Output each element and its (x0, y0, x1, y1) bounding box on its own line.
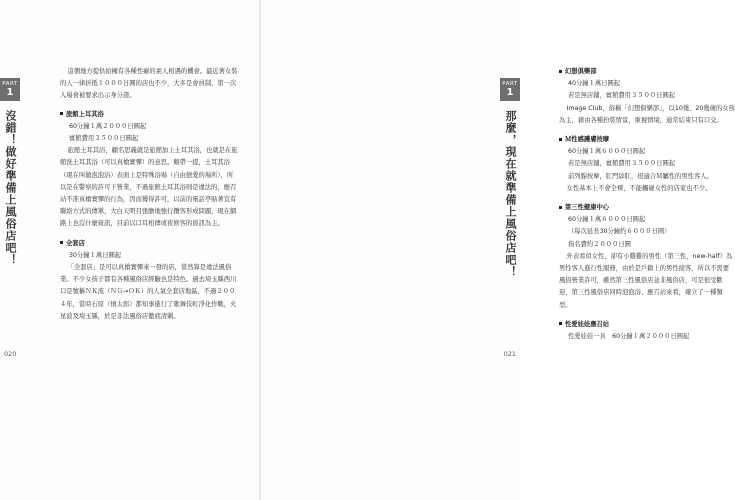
right-side-title: 那麼，現在就準備上風俗店吧！ (504, 110, 517, 278)
bullet-icon (559, 138, 562, 141)
entry-title: 性愛娃娃應召站 (559, 319, 735, 331)
right-page (261, 0, 735, 500)
entry-description: 女性基本上不會全裸，不能觸碰女性的店家也不少。 (566, 184, 712, 192)
right-page-number: 021 (503, 350, 516, 358)
entry-title: 全套店 (60, 238, 238, 250)
entry-title: 旅館上耳其浴 (60, 109, 238, 121)
bullet-icon (559, 206, 562, 209)
left-text-column (60, 66, 238, 330)
left-part-tab (0, 78, 20, 101)
entry-title: 第三性健康中心 (559, 202, 735, 214)
intro-paragraph: 這個地方提供給擁有各種性癖的素人相遇的機會。最近著女裝的人一律折抵１０００日圓的店也不少，大多是會員制，第一次入場會被要求出示身分證。 (60, 68, 238, 100)
entry-price-line: 賓館費用３５００日圓起 (69, 135, 139, 143)
entry-price-line: 40分鐘１萬日圓起 (568, 80, 621, 88)
entry-price-line: 若是無店鋪，賓館費用３５００日圓起 (568, 92, 676, 100)
left-tab-part-label: PART (2, 81, 18, 87)
entry-price-line: 30分鐘１萬日圓起 (69, 251, 122, 259)
left-tab-part-number: 1 (6, 87, 14, 98)
entry-price-line: 60分鐘１萬６０００日圓起 (568, 216, 646, 224)
entry-full-service (60, 238, 238, 323)
entry-description: 旅館土耳其浴，顧名思義就是旅館加上土耳其浴，也就是在旅館洗土耳其浴（可以真槍實彈）的意思。順帶一提，土耳其浴（現在叫做泡泡浴）表面上是特殊浴場（自由戀愛的場所），所以是在警察的許可下營業，不過旅館土耳其浴則是違法的，應召站不准真槍實彈的行為，因而獲得許可，以前的電話亭貼著宣有聯絡方式的傳單，大白天明目張膽地強行攬客形成問題，現在網路上也沒什麼資訊，目前以口耳相傳或夜修客的資訊為主。 (60, 147, 238, 228)
bullet-icon (559, 70, 562, 73)
right-tab-part-number: 1 (506, 87, 514, 98)
entry-price-line: 指名費約２０００日圓 (568, 240, 631, 248)
entry-price-line: 性愛娃娃一具 60分鐘１萬２０００日圓起 (568, 333, 690, 341)
bullet-icon (559, 322, 562, 325)
right-part-tab (500, 78, 520, 101)
left-page-number: 020 (4, 350, 17, 358)
entry-description: Image Club，俗稱「幻想俱樂部」，以10幾、20幾歲的女孩為主，藉由各種扮裝情景，重視情境，通常結束只有口交。 (559, 104, 735, 124)
entry-price-line: （每次延長30分鐘約６０００日圓） (568, 228, 671, 236)
entry-third-gender (559, 202, 735, 312)
entry-price-line: 前列腺按摩，肛門舔肛，很適合Ｍ屬性的男性客人。 (568, 172, 713, 180)
entry-price-line: 60分鐘１萬２０００日圓起 (69, 122, 147, 130)
entry-description: 外表看似女性，卻有小雞雞的男性（第三性，new-half）為男性客人進行性服務，由於是戶籍上的男性接客，所以不需要風俗營業許可，雖然第三性風俗店並非風俗店，可是很受歡迎，第三性風俗店同時泡泡浴、應召站來看，確立了一種類型。 (559, 252, 733, 309)
entry-title: 幻想俱樂部 (559, 66, 735, 78)
entry-description: 「全套店」是可以真槍實彈來一發的店，當然算是違法風俗業。不少女孩子都有各種風俗店經驗也是特色。過去埼玉縣西川口是號稱ＮＫ流（ＮＧ→ＯＫ）的人氣全套店地區，不過２００４年，當時石原（慎太郎）都知事進行了歌舞伎町淨化作戰，火星波及埼玉縣，於是非法風俗店徹底清剿。 (60, 264, 237, 320)
right-tab-part-label: PART (502, 81, 518, 87)
entry-price-line: 60分鐘１萬６０００日圓起 (568, 148, 646, 156)
right-text-column (559, 66, 735, 350)
entry-title: Ｍ性感護膚按摩 (559, 134, 735, 146)
entry-doll-service (559, 319, 735, 343)
entry-hotel-bath (60, 109, 238, 231)
bullet-icon (60, 112, 63, 115)
left-side-title: 沒錯！做好準備上風俗店吧！ (4, 110, 17, 266)
entry-image-club (559, 66, 735, 127)
bullet-icon (60, 241, 63, 244)
entry-m-massage (559, 134, 735, 195)
left-page (0, 0, 259, 500)
entry-price-line: 若是無店鋪，賓館費用３５００日圓起 (568, 160, 676, 168)
